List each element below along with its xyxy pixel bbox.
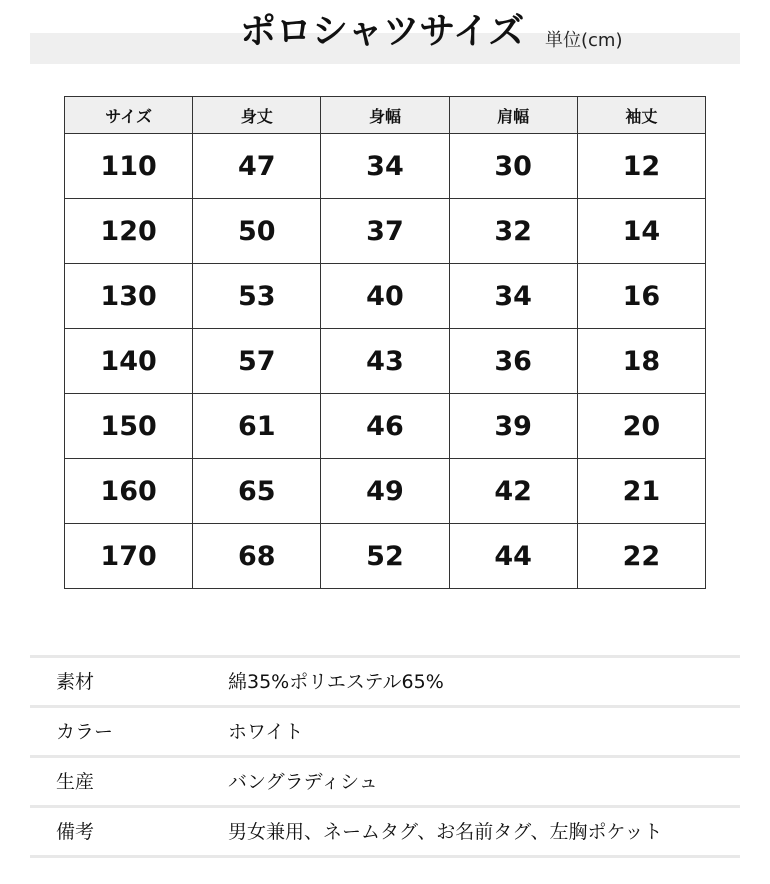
table-cell: 16 <box>577 264 705 329</box>
table-row <box>65 329 706 394</box>
size-table <box>64 96 706 589</box>
table-cell: 34 <box>321 134 449 199</box>
table-cell: 40 <box>321 264 449 329</box>
table-header-row <box>65 97 706 134</box>
spec-value: バングラディシュ <box>228 771 378 793</box>
spec-label: 素材 <box>56 671 95 693</box>
table-cell: 22 <box>577 524 705 589</box>
table-row <box>65 264 706 329</box>
table-cell: 46 <box>321 394 449 459</box>
spec-value: 綿35%ポリエステル65% <box>228 671 444 693</box>
table-row <box>65 199 706 264</box>
table-row <box>65 459 706 524</box>
table-cell: 49 <box>321 459 449 524</box>
table-row <box>65 394 706 459</box>
table-row <box>65 134 706 199</box>
table-cell: 120 <box>65 199 193 264</box>
unit-label: 単位(cm) <box>545 30 623 51</box>
table-cell: 150 <box>65 394 193 459</box>
spec-value: 男女兼用、ネームタグ、お名前タグ、左胸ポケット <box>228 821 663 843</box>
table-cell: 130 <box>65 264 193 329</box>
table-cell: 50 <box>193 199 321 264</box>
spec-row-origin <box>30 758 740 808</box>
table-cell: 37 <box>321 199 449 264</box>
table-cell: 57 <box>193 329 321 394</box>
table-cell: 160 <box>65 459 193 524</box>
table-cell: 42 <box>449 459 577 524</box>
table-cell: 110 <box>65 134 193 199</box>
table-cell: 170 <box>65 524 193 589</box>
spec-list <box>30 655 740 858</box>
table-cell: 140 <box>65 329 193 394</box>
spec-label: カラー <box>56 721 114 743</box>
table-cell: 30 <box>449 134 577 199</box>
spec-row-notes <box>30 808 740 858</box>
column-header: サイズ <box>65 97 193 134</box>
table-cell: 34 <box>449 264 577 329</box>
table-cell: 12 <box>577 134 705 199</box>
spec-label: 備考 <box>56 821 95 843</box>
table-cell: 47 <box>193 134 321 199</box>
table-cell: 65 <box>193 459 321 524</box>
page-title: ポロシャツサイズ <box>240 11 525 52</box>
table-cell: 21 <box>577 459 705 524</box>
table-row <box>65 524 706 589</box>
table-cell: 61 <box>193 394 321 459</box>
column-header: 肩幅 <box>449 97 577 134</box>
table-cell: 43 <box>321 329 449 394</box>
table-cell: 68 <box>193 524 321 589</box>
column-header: 身丈 <box>193 97 321 134</box>
table-cell: 18 <box>577 329 705 394</box>
spec-row-color <box>30 708 740 758</box>
table-cell: 20 <box>577 394 705 459</box>
table-cell: 32 <box>449 199 577 264</box>
table-cell: 52 <box>321 524 449 589</box>
column-header: 身幅 <box>321 97 449 134</box>
table-cell: 39 <box>449 394 577 459</box>
spec-value: ホワイト <box>228 721 304 743</box>
table-cell: 36 <box>449 329 577 394</box>
table-cell: 44 <box>449 524 577 589</box>
table-cell: 53 <box>193 264 321 329</box>
spec-label: 生産 <box>56 771 95 793</box>
column-header: 袖丈 <box>577 97 705 134</box>
table-cell: 14 <box>577 199 705 264</box>
spec-row-material <box>30 658 740 708</box>
